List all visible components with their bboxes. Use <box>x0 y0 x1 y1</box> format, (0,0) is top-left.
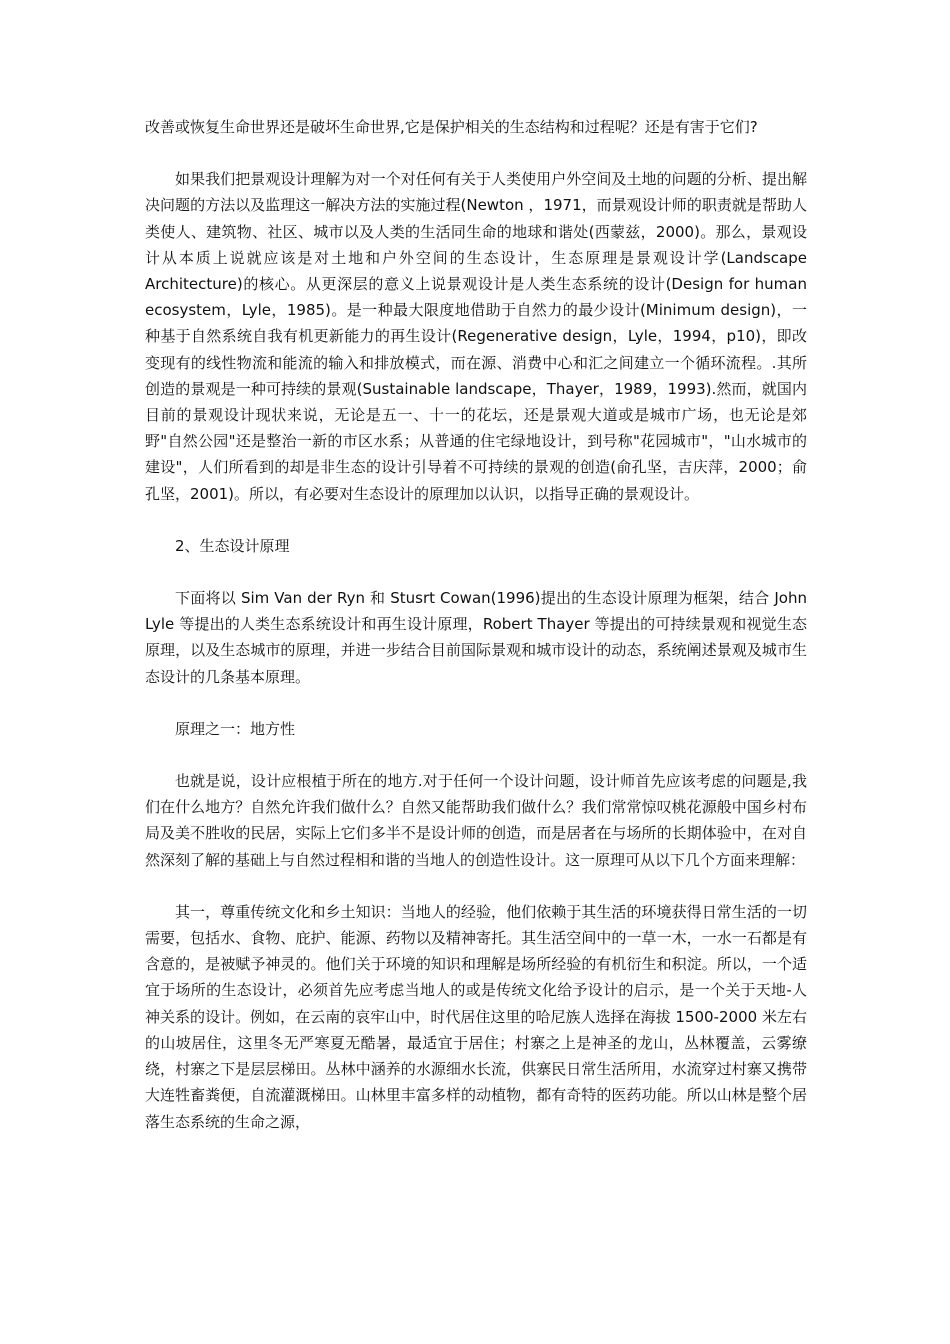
principle-heading-locality: 原理之一：地方性 <box>175 719 296 738</box>
paragraph-locality-explanation: 也就是说，设计应根植于所在的地方.对于任何一个设计问题，设计师首先应该考虑的问题是,我们在什么地方？自然允许我们做什么？自然又能帮助我们做什么？我们常常惊叹桃花源般中国乡村布局及美不胜收的民居，实际上它们多半不是设计师的创造，而是居者在与场所的长期体验中，在对自然深刻了解的基础上与自然过程相和谐的当地人的创造性设计。这一原理可从以下几个方面来理解： <box>145 772 807 869</box>
document-body <box>145 114 807 1161</box>
paragraph-respect-tradition: 其一，尊重传统文化和乡土知识：当地人的经验，他们依赖于其生活的环境获得日常生活的一切需要，包括水、食物、庇护、能源、药物以及精神寄托。其生活空间中的一草一木，一水一石都是有含意的，是被赋予神灵的。他们关于环境的知识和理解是场所经验的有机衍生和积淀。所以，一个适宜于场所的生态设计，必须首先应考虑当地人的或是传统文化给予设计的启示，是一个关于天地-人神关系的设计。例如，在云南的哀牢山中，时代居住这里的哈尼族人选择在海拔 1500-2000 米左右的山坡居住，这里冬无严寒夏无酷暑，最适宜于居住；村寨之上是神圣的龙山，丛林覆盖，云雾缭绕，村寨之下是层层梯田。丛林中涵养的水源细水长流，供寨民日常生活所用，水流穿过村寨又携带大连牲畜粪便，自流灌溉梯田。山林里丰富多样的动植物，都有奇特的医药功能。所以山林是整个居落生态系统的生命之源， <box>145 902 807 1131</box>
paragraph-intro-fragment: 改善或恢复生命世界还是破坏生命世界,它是保护相关的生态结构和过程呢？还是有害于它们? <box>145 118 758 136</box>
paragraph-framework-overview: 下面将以 Sim Van der Ryn 和 Stusrt Cowan(1996)提出的生态设计原理为框架，结合 John Lyle 等提出的人类生态系统设计和再生设计原理，Robert Thayer 等提出的可持续景观和视觉生态原理，以及生态城市的原理，并进一步结合目前国际景观和城市设计的动态，系统阐述景观及城市生态设计的几条基本原理。 <box>145 589 807 686</box>
paragraph-landscape-design-definition: 如果我们把景观设计理解为对一个对任何有关于人类使用户外空间及土地的问题的分析、提出解决问题的方法以及监理这一解决方法的实施过程(Newton ，1971，而景观设计师的职责就是帮助人类使人、建筑物、社区、城市以及人类的生活同生命的地球和谐处(西蒙兹，2000)。那么，景观设计从本质上说就应该是对土地和户外空间的生态设计，生态原理是景观设计学(Landscape Architecture)的核心。从更深层的意义上说景观设计是人类生态系统的设计(Design for human ecosystem，Lyle，1985)。是一种最大限度地借助于自然力的最少设计(Minimum design)，一种基于自然系统自我有机更新能力的再生设计(Regenerative design，Lyle，1994，p10)，即改变现有的线性物流和能流的输入和排放模式，而在源、消费中心和汇之间建立一个循环流程。.其所创造的景观是一种可持续的景观(Sustainable landscape，Thayer，1989，1993).然而，就国内目前的景观设计现状来说，无论是五一、十一的花坛，还是景观大道或是城市广场，也无论是郊野"自然公园"还是整治一新的市区水系；从普通的住宅绿地设计，到号称"花园城市"，"山水城市的建设"，人们所看到的却是非生态的设计引导着不可持续的景观的创造(俞孔坚，吉庆萍，2000；俞孔坚，2001)。所以，有必要对生态设计的原理加以认识，以指导正确的景观设计。 <box>145 170 807 503</box>
section-heading-ecological-design-principles: 2、生态设计原理 <box>175 536 290 555</box>
